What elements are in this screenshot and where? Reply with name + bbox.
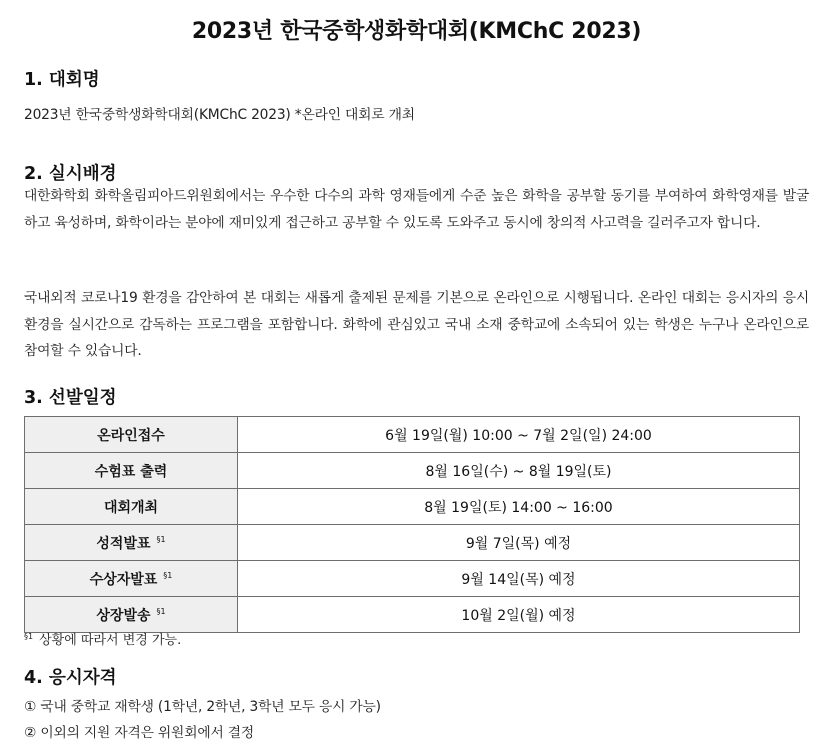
page-title: 2023년 한국중학생화학대회(KMChC 2023): [191, 19, 642, 44]
schedule-footnote: $^{\S 1}$ 상황에 따라서 변경 가능.: [24, 632, 182, 648]
schedule-value: 9월 7일(목) 예정: [238, 525, 800, 561]
schedule-value: 8월 19일(토) 14:00 ~ 16:00: [238, 489, 800, 525]
schedule-table: [24, 416, 800, 633]
eligibility-item: ① 국내 중학교 재학생 (1학년, 2학년, 3학년 모두 응시 가능): [24, 699, 381, 715]
schedule-value: 10월 2일(월) 예정: [238, 597, 800, 633]
schedule-label: 상장발송 $^{\S 1}$: [25, 597, 238, 633]
table-row: [25, 489, 800, 525]
section-heading-event-name: 1. 대회명: [24, 70, 100, 90]
schedule-label: 온라인접수: [25, 417, 238, 453]
footnote-mark: §1: [163, 570, 173, 580]
schedule-label: 성적발표 $^{\S 1}$: [25, 525, 238, 561]
table-row: [25, 417, 800, 453]
event-name-text: 2023년 한국중학생화학대회(KMChC 2023) *온라인 대회로 개최: [24, 107, 415, 123]
background-paragraph-2: 국내외적 코로나19 환경을 감안하여 본 대회는 새롭게 출제된 문제를 기본으로 온라인으로 시행됩니다. 온라인 대회는 응시자의 응시 환경을 실시간으로 감독하는 프로그램을 포함합니다. 화학에 관심있고 국내 소재 중학교에 소속되어 있는 학생은 누구나 온라인으로 참여할 수 있습니다.: [24, 290, 809, 359]
table-row: [25, 561, 800, 597]
section-heading-eligibility: 4. 응시자격: [24, 668, 117, 688]
footnote-mark: §1: [24, 632, 34, 641]
table-row: [25, 453, 800, 489]
schedule-label: 대회개최: [25, 489, 238, 525]
schedule-label: 수험표 출력: [25, 453, 238, 489]
eligibility-item: ② 이외의 지원 자격은 위원회에서 결정: [24, 725, 255, 741]
table-row: [25, 525, 800, 561]
schedule-value: 8월 16일(수) ~ 8월 19일(토): [238, 453, 800, 489]
section-heading-background: 2. 실시배경: [24, 164, 117, 184]
schedule-value: 6월 19일(월) 10:00 ~ 7월 2일(일) 24:00: [238, 417, 800, 453]
footnote-mark: §1: [156, 606, 166, 616]
schedule-value: 9월 14일(목) 예정: [238, 561, 800, 597]
table-row: [25, 597, 800, 633]
schedule-label: 수상자발표 $^{\S 1}$: [25, 561, 238, 597]
footnote-mark: §1: [156, 534, 166, 544]
section-heading-schedule: 3. 선발일정: [24, 388, 117, 408]
background-paragraph-1: 대한화학회 화학올림피아드위원회에서는 우수한 다수의 과학 영재들에게 수준 높은 화학을 공부할 동기를 부여하여 화학영재를 발굴하고 육성하며, 화학이라는 분야에 재미있게 접근하고 공부할 수 있도록 도와주고 동시에 창의적 사고력을 길러주고자 합니다.: [24, 188, 809, 231]
